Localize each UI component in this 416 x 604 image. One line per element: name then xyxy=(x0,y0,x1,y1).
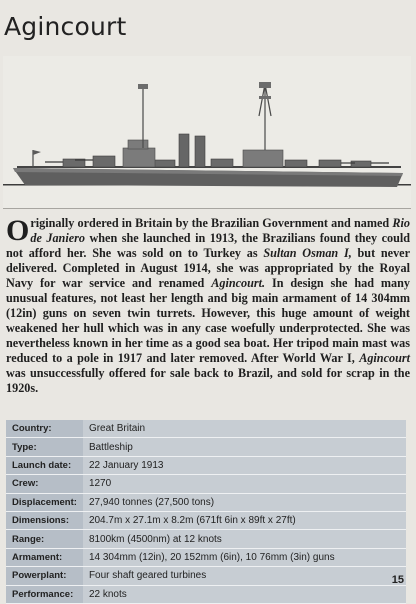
spec-row xyxy=(6,475,406,493)
spec-label: Country: xyxy=(6,420,83,438)
spec-value: 8100km (4500nm) at 12 knots xyxy=(83,530,406,548)
article-text: riginally ordered in Britain by the Brazilian Government and named Rio de Janiero when she launched in 1913, the Brazilians found they could not afford her. She was sold on to Turkey as Sultan Osman I, but never delivered. Completed in August 1914, she was appropriated by the Royal Navy for war service and renamed Agincourt. In design she had many unusual features, not least her length and big main armament of 14 304mm (12in) guns on seven twin turrets. However, this huge amount of weight weakened her hull which was in any case woefully underprotected. She was nevertheless known in her time as a good sea boat. Her tripod main mast was reduced to a pole in 1917 and later removed. After World War I, Agincourt was unsuccessfully offered for sale back to Brazil, and sold for scrap in the 1920s. xyxy=(6,216,411,395)
spec-row xyxy=(6,511,406,529)
spec-value: 1270 xyxy=(83,475,406,493)
spec-row xyxy=(6,567,406,585)
spec-label: Dimensions: xyxy=(6,511,83,529)
spec-table xyxy=(6,420,406,604)
spec-row xyxy=(6,530,406,548)
spec-row xyxy=(6,438,406,456)
article-body xyxy=(6,216,410,396)
spec-row xyxy=(6,493,406,511)
turrets xyxy=(63,156,371,167)
spec-label: Displacement: xyxy=(6,493,83,511)
ship-illustration xyxy=(3,56,411,209)
spec-value: Battleship xyxy=(83,438,406,456)
spec-value: 27,940 tonnes (27,500 tons) xyxy=(83,493,406,511)
spec-row xyxy=(6,585,406,603)
page-number: 15 xyxy=(391,574,404,586)
drop-cap: O xyxy=(6,214,30,247)
spec-row xyxy=(6,456,406,474)
spec-value: 14 304mm (12in), 20 152mm (6in), 10 76mm (3in) guns xyxy=(83,548,406,566)
spec-label: Armament: xyxy=(6,548,83,566)
page-title: Agincourt xyxy=(4,12,127,41)
spec-row xyxy=(6,420,406,438)
spec-value: 22 knots xyxy=(83,585,406,603)
spec-label: Type: xyxy=(6,438,83,456)
spec-value: Great Britain xyxy=(83,420,406,438)
spec-label: Range: xyxy=(6,530,83,548)
spec-row xyxy=(6,548,406,566)
spec-value: 204.7m x 27.1m x 8.2m (671ft 6in x 89ft x 27ft) xyxy=(83,511,406,529)
spec-label: Performance: xyxy=(6,585,83,603)
spec-label: Launch date: xyxy=(6,456,83,474)
spec-label: Crew: xyxy=(6,475,83,493)
spec-label: Powerplant: xyxy=(6,567,83,585)
spec-value: Four shaft geared turbines xyxy=(83,567,406,585)
spec-value: 22 January 1913 xyxy=(83,456,406,474)
